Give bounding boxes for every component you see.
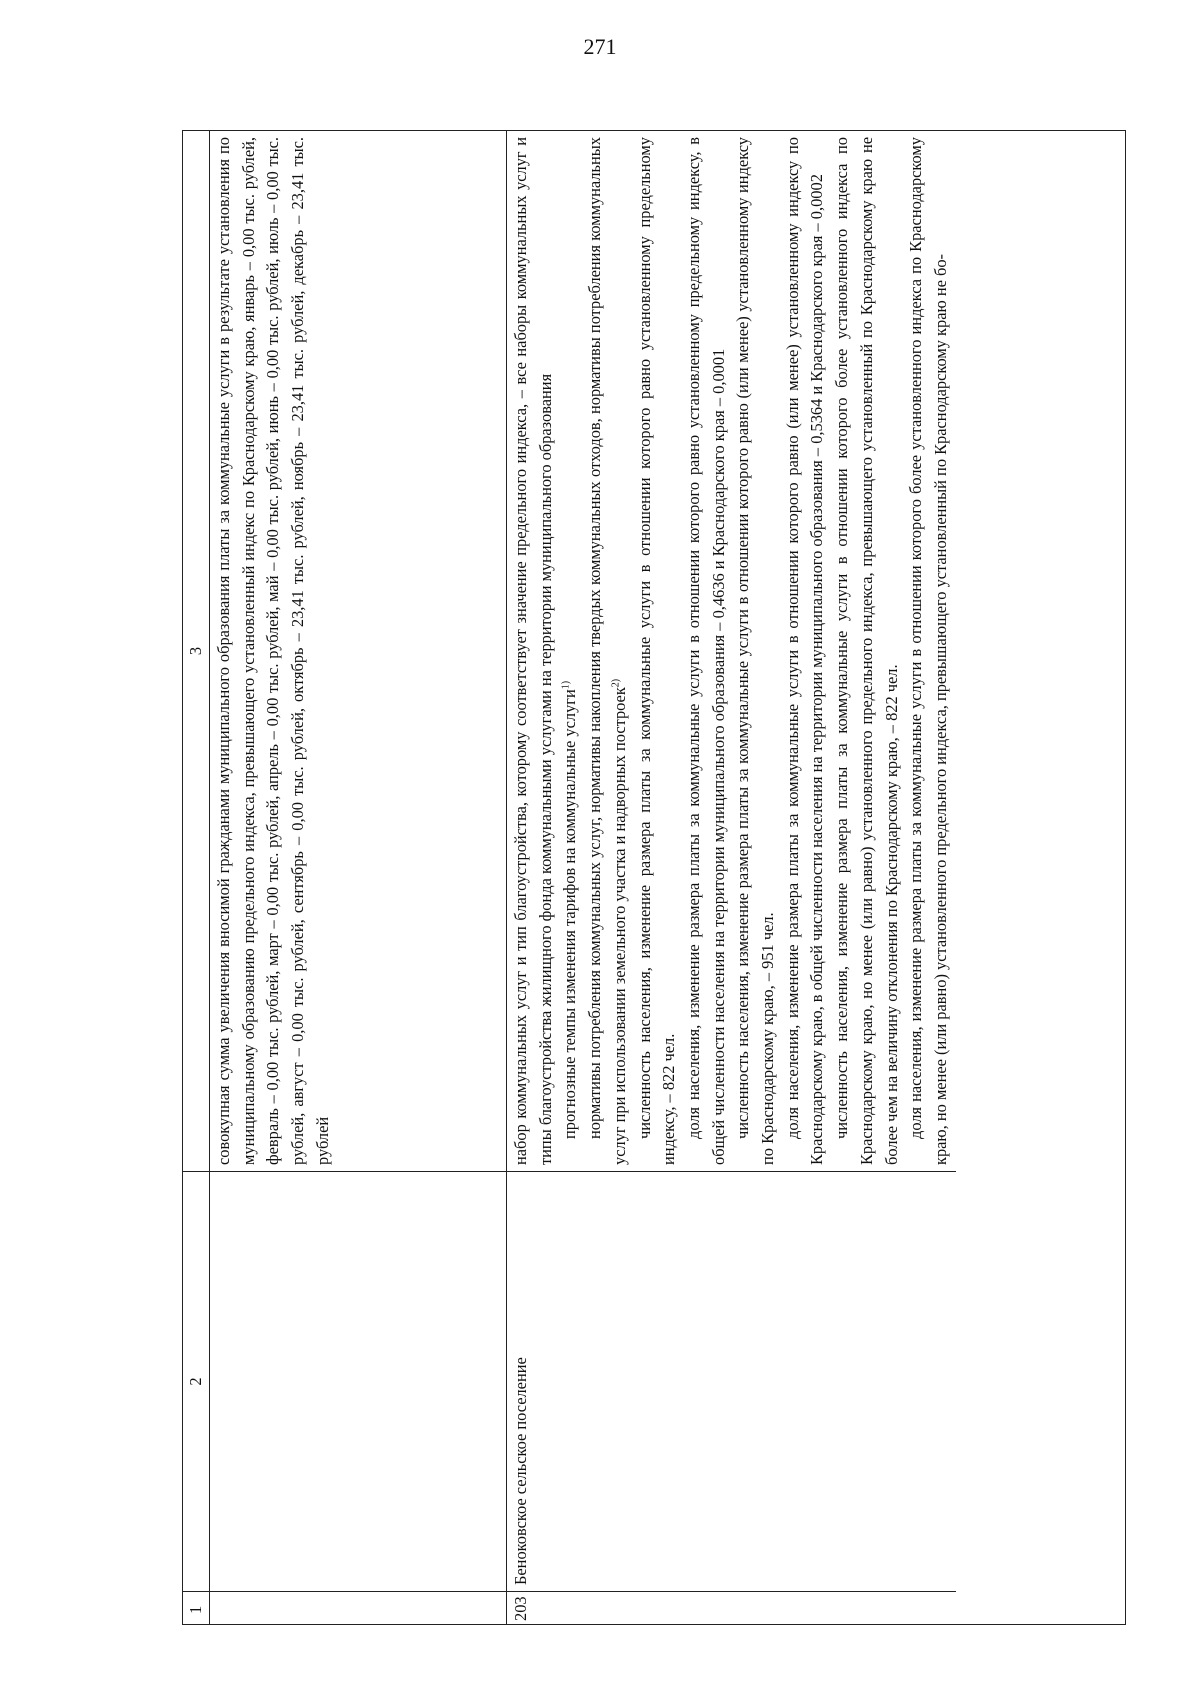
- paragraph: численность населения, изменение размера платы за коммунальные услуги в отношении которого более установленного индекса по Краснодарскому краю, но менее (или равно) установленного предельного индекса, превышающего установленный по Краснодарскому краю не более чем на величину отклонения по Краснодарскому краю, – 822 чел.: [832, 137, 901, 1165]
- footnote-ref: 2): [610, 678, 622, 688]
- table-header-row: [183, 131, 210, 1624]
- municipality-name: Беноковское сельское поселение: [507, 1171, 956, 1591]
- footnote-ref: 1): [560, 680, 572, 690]
- paragraph: численность населения, изменение размера платы за коммунальные услуги в отношении которого равно установленному предельному индексу, – 822 чел.: [634, 137, 679, 1165]
- paragraph: численность населения, изменение размера платы за коммунальные услуги в отношении которого равно (или менее) установленному индексу по Краснодарскому краю, – 951 чел.: [733, 137, 778, 1165]
- paragraph-text: прогнозные темпы изменения тарифов на коммунальные услуги: [560, 689, 580, 1139]
- paragraph: набор коммунальных услуг и тип благоустройства, которому соответствует значение предельного индекса, – все наборы коммунальных услуг и типы благоустройства жилищного фонда коммунальными услугами на территории муниципального образования: [511, 137, 555, 1165]
- indicator-text: [507, 131, 956, 1171]
- municipality-name: [210, 1171, 506, 1591]
- header-col-2: 2: [183, 1171, 209, 1591]
- row-number: 203: [507, 1591, 956, 1624]
- paragraph: доля населения, изменение размера платы за коммунальные услуги в отношении которого более установленного индекса по Краснодарскому краю, но менее (или равно) установленного предельного индекса, превышающего установленный по Краснодарскому краю не бо-: [906, 137, 950, 1165]
- header-col-3: 3: [186, 646, 205, 656]
- paragraph: доля населения, изменение размера платы за коммунальные услуги в отношении которого равно (или менее) установленному индексу по Краснодарскому краю, в общей численности населения на территории муниципального образования – 0,5364 и Краснодарского края – 0,0002: [782, 137, 827, 1165]
- data-table: [182, 130, 1126, 1625]
- indicator-text: [210, 131, 506, 1171]
- paragraph: совокупная сумма увеличения вносимой гражданами муниципального образования платы за коммунальные услуги в результате установления по муниципальному образованию предельного индекса, превышающего установленный индекс по Краснодарскому краю, январь – 0,00 тыс. рублей, февраль – 0,00 тыс. рублей, март – 0,00 тыс. рублей, апрель – 0,00 тыс. рублей, май – 0,00 тыс. рублей, июнь – 0,00 тыс. рублей, июль – 0,00 тыс. рублей, август – 0,00 тыс. рублей, сентябрь – 0,00 тыс. рублей, октябрь – 23,41 тыс. рублей, ноябрь – 23,41 тыс. рублей, декабрь – 23,41 тыс. рублей: [214, 137, 332, 1165]
- page-number: 271: [583, 34, 617, 59]
- header-col-1: 1: [183, 1591, 209, 1624]
- paragraph: [558, 137, 583, 1165]
- row-number: [210, 1591, 506, 1624]
- table-row: [507, 131, 956, 1624]
- paragraph: доля населения, изменение размера платы за коммунальные услуги в отношении которого равно установленному предельному индексу, в общей численности населения на территории муниципального образования – 0,4636 и Краснодарского края – 0,0001: [683, 137, 728, 1165]
- paragraph: [583, 137, 632, 1165]
- paragraph-text: нормативы потребления коммунальных услуг, нормативы накопления твердых коммунальных отходов, нормативы потребления коммунальных услуг при использовании земельного участка и надворных построек: [585, 137, 629, 1165]
- table-row: [210, 131, 507, 1624]
